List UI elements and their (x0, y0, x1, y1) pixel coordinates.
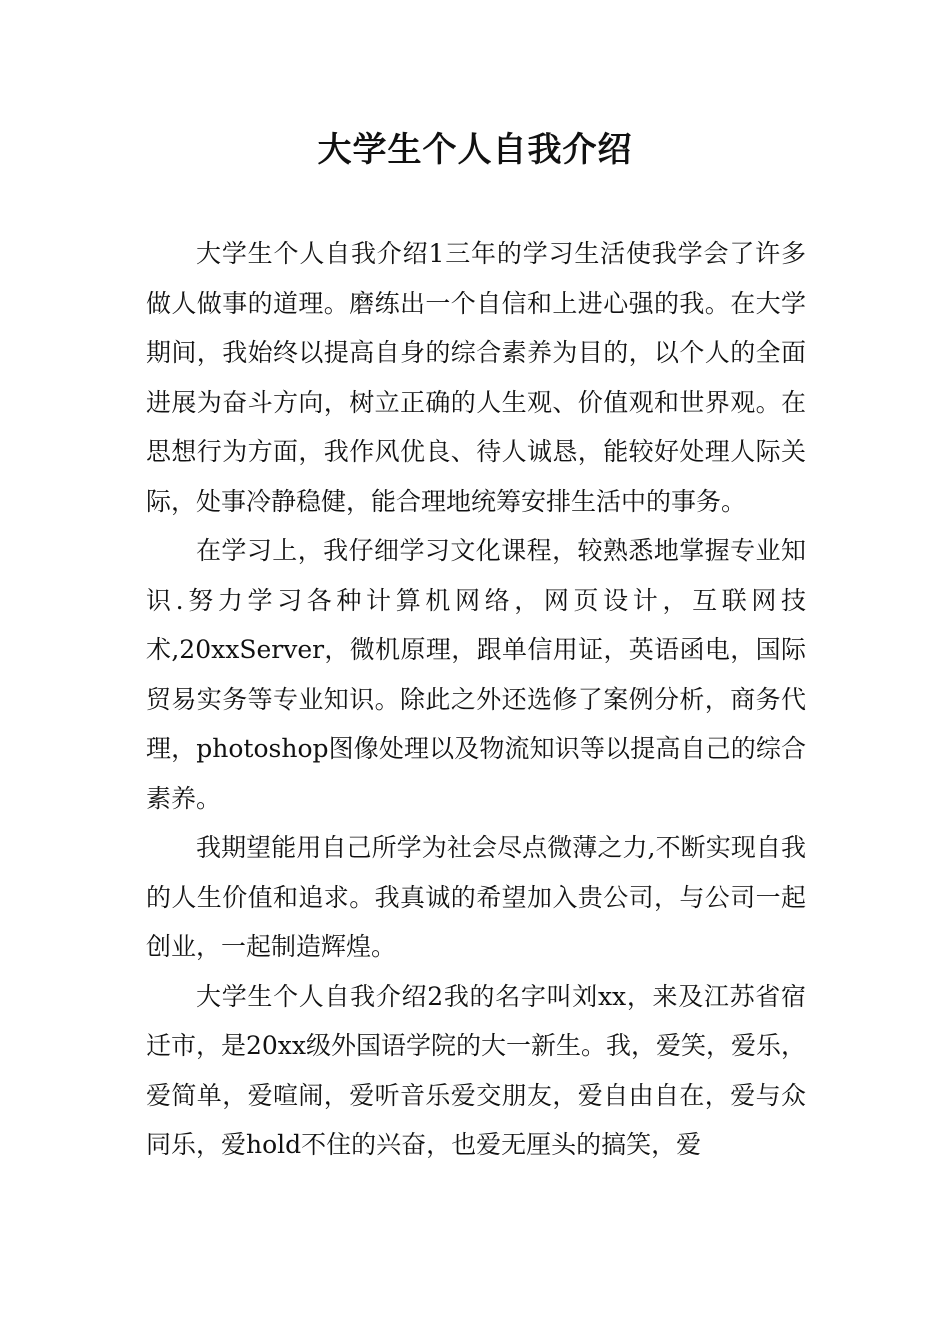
paragraph-2: 在学习上，我仔细学习文化课程，较熟悉地掌握专业知识.努力学习各种计算机网络，网页设计，互联网技术,20xxServer，微机原理，跟单信用证，英语函电，国际贸易实务等专业知识。除此之外还选修了案例分析，商务代理，photoshop图像处理以及物流知识等以提高自己的综合素养。 (146, 536, 806, 813)
paragraph-1: 大学生个人自我介绍1三年的学习生活使我学会了许多做人做事的道理。磨练出一个自信和上进心强的我。在大学期间，我始终以提高自身的综合素养为目的，以个人的全面进展为奋斗方向，树立正确的人生观、价值观和世界观。在思想行为方面，我作风优良、待人诚恳，能较好处理人际关际，处事冷静稳健，能合理地统筹安排生活中的事务。 (146, 239, 806, 516)
document-body (146, 229, 806, 1170)
paragraph-4: 大学生个人自我介绍2我的名字叫刘xx，来及江苏省宿迁市，是20xx级外国语学院的大一新生。我，爱笑，爱乐，爱简单，爱喧闹，爱听音乐爱交朋友，爱自由自在，爱与众同乐，爱hold不住的兴奋，也爱无厘头的搞笑，爱 (146, 981, 807, 1159)
document-title: 大学生个人自我介绍 (317, 130, 633, 170)
paragraph-3: 我期望能用自己所学为社会尽点微薄之力,不断实现自我的人生价值和追求。我真诚的希望加入贵公司，与公司一起创业，一起制造辉煌。 (146, 833, 806, 961)
